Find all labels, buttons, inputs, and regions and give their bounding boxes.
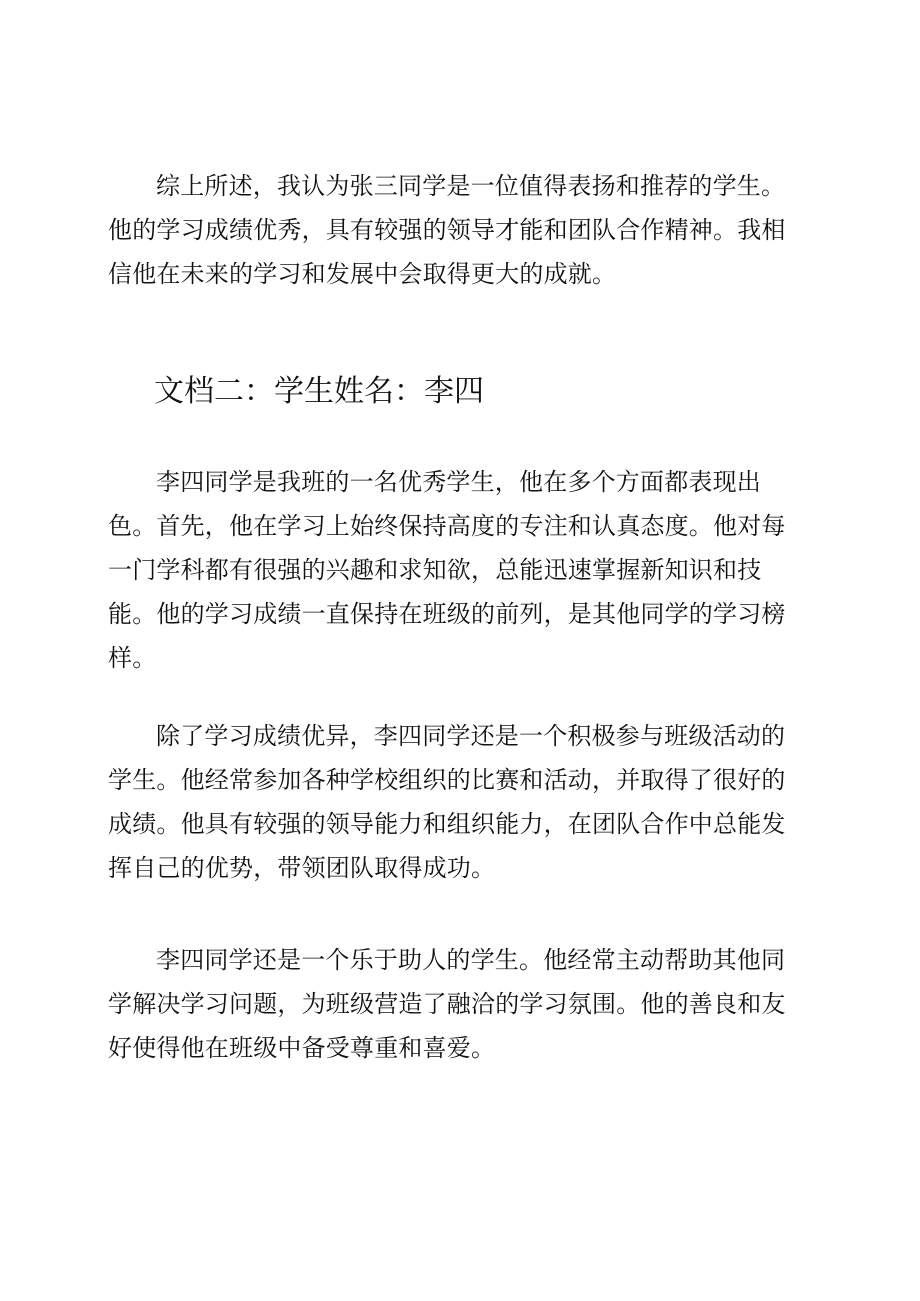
paragraph-helpfulness: 李四同学还是一个乐于助人的学生。他经常主动帮助其他同学解决学习问题，为班级营造了融洽的学习氛围。他的善良和友好使得他在班级中备受尊重和喜爱。 [108,946,786,1062]
section-heading: 文档二：学生姓名：李四 [154,374,484,409]
paragraph-activities: 除了学习成绩优异，李四同学还是一个积极参与班级活动的学生。他经常参加各种学校组织的比赛和活动，并取得了很好的成绩。他具有较强的领导能力和组织能力，在团队合作中总能发挥自己的优势，带领团队取得成功。 [108,722,786,882]
paragraph-introduction: 李四同学是我班的一名优秀学生，他在多个方面都表现出色。首先，他在学习上始终保持高度的专注和认真态度。他对每一门学科都有很强的兴趣和求知欲，总能迅速掌握新知识和技能。他的学习成绩一直保持在班级的前列，是其他同学的学习榜样。 [108,468,786,672]
conclusion-paragraph: 综上所述，我认为张三同学是一位值得表扬和推荐的学生。他的学习成绩优秀，具有较强的领导才能和团队合作精神。我相信他在未来的学习和发展中会取得更大的成就。 [108,172,786,288]
